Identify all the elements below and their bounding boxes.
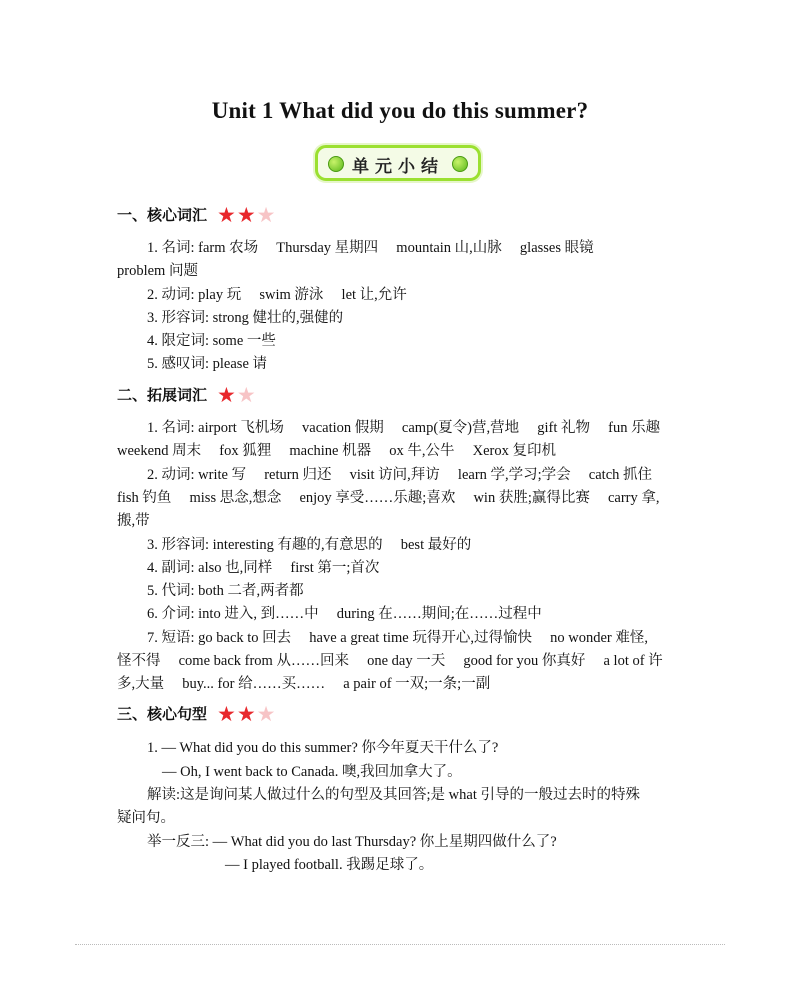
star-icon: ★	[236, 382, 256, 407]
badge-label: 单元小结	[352, 157, 444, 177]
text-line: 4. 限定词: some 一些	[147, 333, 276, 349]
text-line: 3. 形容词: strong 健壮的,强健的	[147, 310, 344, 326]
text-line: 3. 形容词: interesting 有趣的,有意思的 best 最好的	[147, 537, 472, 553]
text-line: 1. — What did you do this summer? 你今年夏天干什么了?	[147, 740, 499, 756]
section-heading-text: 一、核心词汇	[117, 206, 208, 224]
star-icon: ★	[217, 202, 236, 227]
text-line: 搬,带	[117, 513, 150, 529]
text-line: fish 钓鱼 miss 思念,想念 enjoy 享受……乐趣;喜欢 win 获胜;赢得比赛 carry 拿,	[117, 490, 660, 506]
section-heading-extended-vocabulary	[117, 384, 257, 405]
star-icon: ★	[236, 701, 256, 726]
text-line: 怪不得 come back from 从……回来 one day 一天 good for you 你真好 a lot of 许	[117, 653, 663, 669]
section-heading-text: 三、核心句型	[117, 705, 208, 723]
text-line: 7. 短语: go back to 回去 have a great time 玩得开心,过得愉快 no wonder 难怪,	[147, 630, 648, 646]
text-line: 5. 代词: both 二者,两者都	[147, 583, 304, 599]
green-dot-icon	[452, 156, 468, 172]
text-line: 1. 名词: airport 飞机场 vacation 假期 camp(夏令)营,营地 gift 礼物 fun 乐趣	[147, 420, 661, 436]
difficulty-stars	[217, 382, 257, 407]
star-icon: ★	[217, 382, 236, 407]
text-line: weekend 周末 fox 狐狸 machine 机器 ox 牛,公牛 Xerox 复印机	[117, 443, 556, 459]
text-line: problem 问题	[117, 263, 198, 279]
text-line: — I played football. 我踢足球了。	[225, 857, 434, 873]
star-icon: ★	[256, 701, 276, 726]
unit-title: Unit 1 What did you do this summer?	[211, 98, 589, 123]
section-heading-core-vocabulary	[117, 204, 277, 225]
text-line: 多,大量 buy... for 给……买…… a pair of 一双;一条;一副	[117, 676, 491, 692]
star-icon: ★	[217, 701, 236, 726]
section-heading-core-sentences	[117, 703, 277, 724]
section-heading-text: 二、拓展词汇	[117, 386, 208, 404]
text-line: 解读:这是询问某人做过什么的句型及其回答;是 what 引导的一般过去时的特殊	[147, 787, 640, 803]
text-line: 2. 动词: play 玩 swim 游泳 let 让,允许	[147, 287, 407, 303]
text-line: 疑问句。	[117, 810, 175, 826]
star-icon: ★	[236, 202, 256, 227]
text-line: 6. 介词: into 进入, 到……中 during 在……期间;在……过程中	[147, 606, 542, 622]
text-line: 5. 感叹词: please 请	[147, 356, 268, 372]
star-icon: ★	[256, 202, 276, 227]
text-line: — Oh, I went back to Canada. 噢,我回加拿大了。	[162, 764, 462, 780]
text-line: 举一反三: — What did you do last Thursday? 你上星期四做什么了?	[147, 834, 557, 850]
difficulty-stars	[217, 701, 276, 726]
unit-summary-badge	[315, 145, 481, 181]
text-line: 2. 动词: write 写 return 归还 visit 访问,拜访 learn 学,学习;学会 catch 抓住	[147, 467, 653, 483]
difficulty-stars	[217, 202, 276, 227]
text-line: 4. 副词: also 也,同样 first 第一;首次	[147, 560, 380, 576]
text-line: 1. 名词: farm 农场 Thursday 星期四 mountain 山,山脉 glasses 眼镜	[147, 240, 594, 256]
page-footer-divider	[75, 944, 725, 945]
